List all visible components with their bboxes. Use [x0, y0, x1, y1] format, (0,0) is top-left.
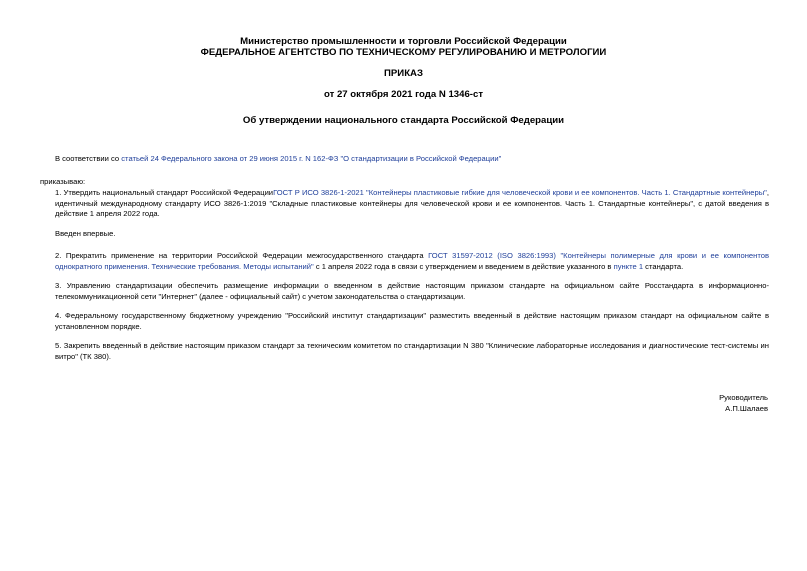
introduced-first: Введен впервые. — [55, 229, 116, 238]
item-4: 4. Федеральному государственному бюджетному учреждению "Российский институт стандартизации" разместить введенный в действие настоящим приказом стандарт на официальном сайте в установленном порядке. — [55, 311, 769, 331]
order-word: приказываю: — [40, 177, 86, 186]
item-5: 5. Закрепить введенный в действие настоящим приказом стандарт за техническим комитетом по стандартизации N 380 "Клинические лабораторные исследования и диагностические тест-системы ин витро" (ТК 380). — [55, 341, 769, 361]
item-2 — [55, 251, 769, 272]
preamble-prefix: В соответствии со — [55, 154, 122, 163]
item-3: 3. Управлению стандартизации обеспечить размещение информации о введенном в действие настоящим приказом стандарте на официальном сайте Росстандарта в информационно-телекоммуникационной сети "Интернет" (далее - официальный сайт) с учетом законодательства о стандартизации. — [55, 281, 769, 301]
preamble — [55, 154, 769, 165]
agency-heading: ФЕДЕРАЛЬНОЕ АГЕНТСТВО ПО ТЕХНИЧЕСКОМУ РЕГУЛИРОВАНИЮ И МЕТРОЛОГИИ — [200, 47, 607, 58]
item-2-text-b: с 1 апреля 2022 года в связи с утверждением и введением в действие указанного в — [313, 261, 614, 271]
item-2-text-c: стандарта. — [643, 261, 684, 271]
ministry-heading: Министерство промышленности и торговли Российской Федерации — [240, 36, 567, 47]
item-2-text-a: 2. Прекратить применение на территории Российской Федерации межгосударственного стандарта — [55, 251, 429, 260]
item-1-link[interactable]: пункте 1 — [613, 261, 644, 271]
law-link[interactable]: статьей 24 Федерального закона от 29 июня 2015 г. N 162-ФЗ "О стандартизации в Российской Федерации" — [121, 154, 502, 163]
document-subject: Об утверждении национального стандарта Российской Федерации — [242, 115, 565, 126]
signature-title: Руководитель — [719, 393, 768, 402]
document-type: ПРИКАЗ — [384, 68, 423, 79]
signature-name: А.П.Шалаев — [725, 404, 768, 413]
item-1-text-a: 1. Утвердить национальный стандарт Российской Федерации — [55, 188, 274, 197]
standard-link-gost-r-iso[interactable]: ГОСТ Р ИСО 3826-1-2021 "Контейнеры пластиковые гибкие для человеческой крови и ее компонентов. Часть 1. Стандартные контейнеры" — [273, 188, 767, 197]
item-1-text-b: , идентичный международному стандарту ИСО 3826-1:2019 "Складные пластиковые контейнеры для человеческой крови и ее компонентов. Часть 1. Стандартные контейнеры", с датой введения в действие 1 апреля 2022 года. — [55, 188, 770, 218]
item-1 — [55, 188, 769, 220]
document-date: от 27 октября 2021 года N 1346-ст — [323, 89, 484, 100]
standard-link-gost-31597[interactable]: ГОСТ 31597-2012 (ISO 3826:1993) "Контейнеры полимерные для крови и ее компонентов однократного применения. Технические требования. Методы испытаний" — [55, 251, 769, 271]
